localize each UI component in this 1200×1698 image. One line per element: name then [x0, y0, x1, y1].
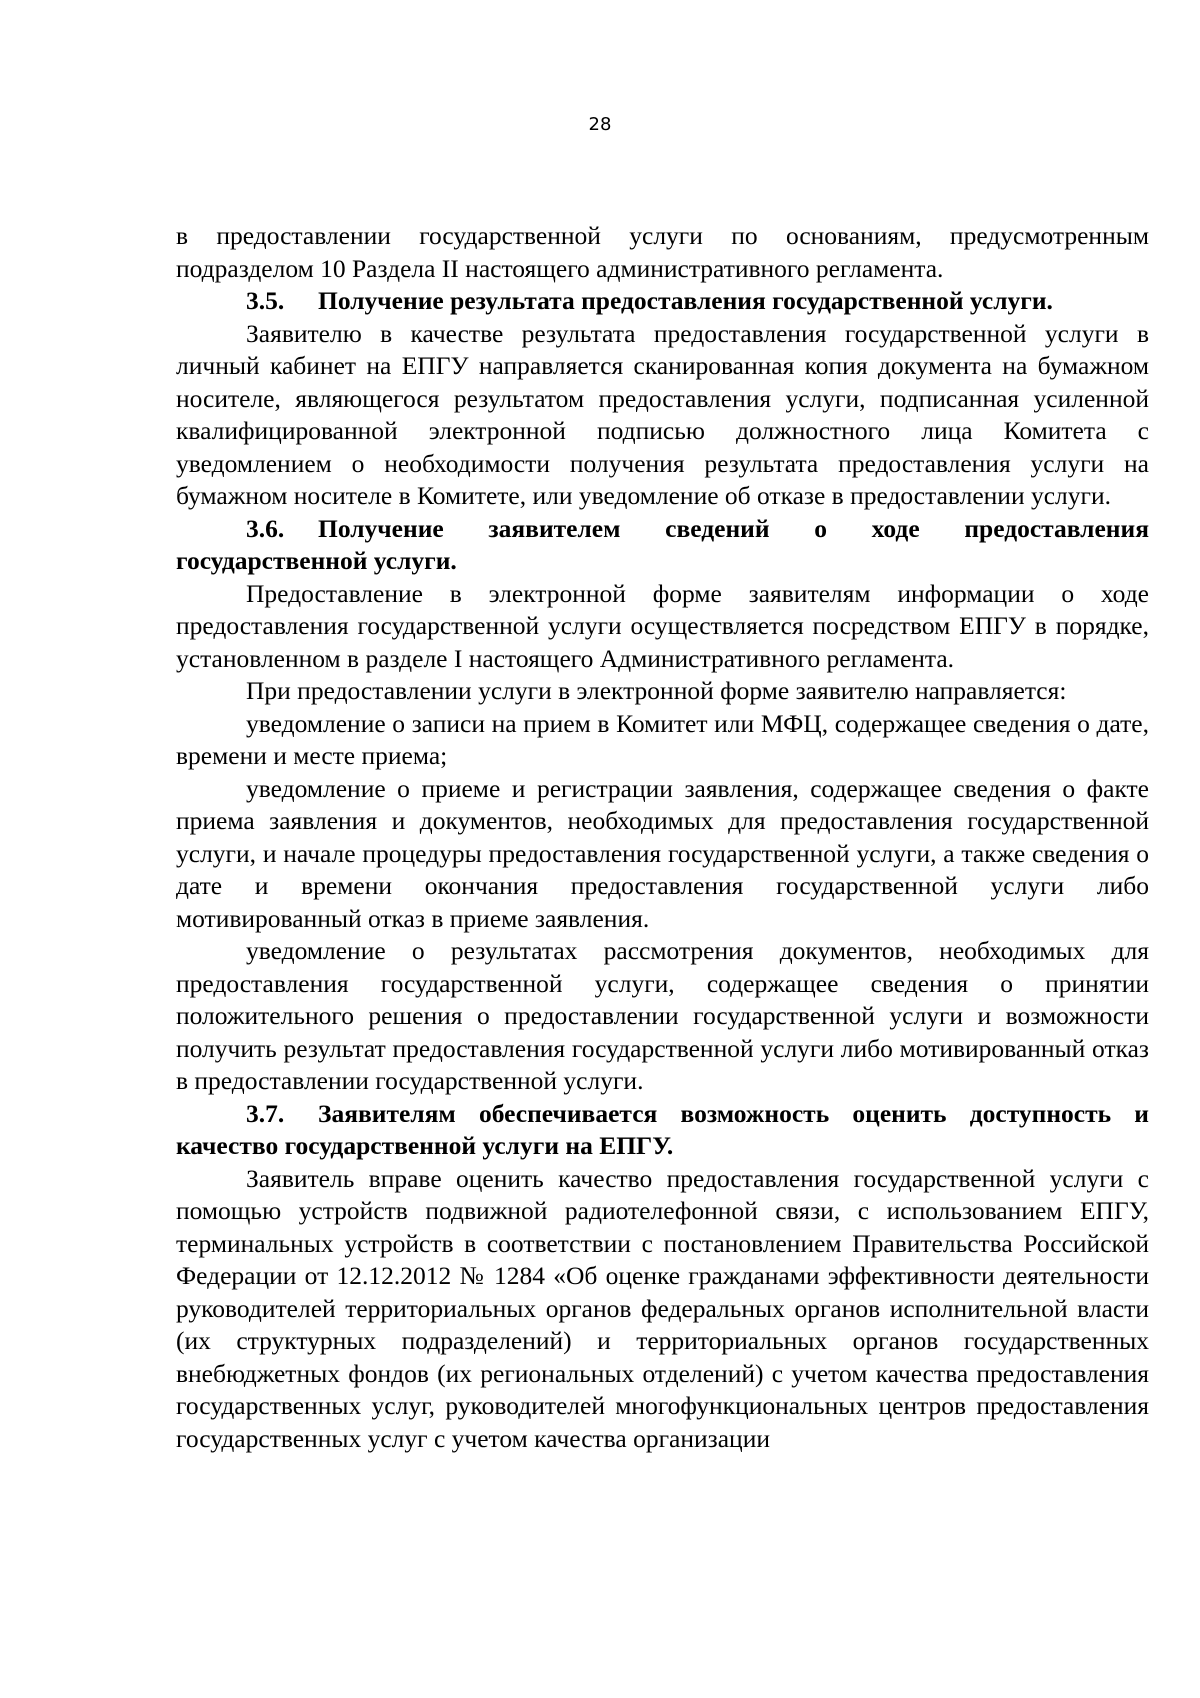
- section-heading-3-5: [176, 285, 1149, 318]
- paragraph: уведомление о приеме и регистрации заявления, содержащее сведения о факте приема заявления и документов, необходимых для предоставления государственной услуги, и начале процедуры предоставления государственной услуги, а также сведения о дате и времени окончания предоставления государственной услуги либо мотивированный отказ в приеме заявления.: [176, 773, 1149, 933]
- section-title: Заявителям обеспечивается возможность оценить доступность и качество государственной услуги на ЕПГУ.: [176, 1098, 1149, 1160]
- section-number: 3.5.: [246, 286, 285, 315]
- paragraph: уведомление о записи на прием в Комитет или МФЦ, содержащее сведения о дате, времени и месте приема;: [176, 708, 1149, 770]
- section-heading-3-7: [176, 1098, 1149, 1163]
- section-heading-3-6: [176, 513, 1149, 578]
- paragraph: уведомление о результатах рассмотрения документов, необходимых для предоставления государственной услуги, содержащее сведения о принятии положительного решения о предоставлении государственной услуги и возможности получить результат предоставления государственной услуги либо мотивированный отказ в предоставлении государственной услуги.: [176, 936, 1149, 1095]
- section-title: Получение заявителем сведений о ходе предоставления государственной услуги.: [176, 513, 1149, 575]
- paragraph: При предоставлении услуги в электронной форме заявителю направляется:: [246, 676, 1067, 705]
- paragraph: Предоставление в электронной форме заявителям информации о ходе предоставления государственной услуги осуществляется посредством ЕПГУ в порядке, установленном в разделе I настоящего Административного регламента.: [176, 578, 1149, 673]
- document-body: [176, 220, 1149, 1455]
- page-number: 28: [588, 114, 612, 135]
- section-number: 3.6.: [246, 513, 285, 543]
- section-title: Получение результата предоставления государственной услуги.: [318, 286, 1053, 315]
- section-number: 3.7.: [246, 1098, 285, 1128]
- paragraph: Заявителю в качестве результата предоставления государственной услуги в личный кабинет на ЕПГУ направляется сканированная копия документа на бумажном носителе, являющегося результатом предоставления услуги, подписанная усиленной квалифицированной электронной подписью должностного лица Комитета с уведомлением о необходимости получения результата предоставления услуги на бумажном носителе в Комитете, или уведомление об отказе в предоставлении услуги.: [176, 318, 1149, 510]
- paragraph: Заявитель вправе оценить качество предоставления государственной услуги с помощью устройств подвижной радиотелефонной связи, с использованием ЕПГУ, терминальных устройств в соответствии с постановлением Правительства Российской Федерации от 12.12.2012 № 1284 «Об оценке гражданами эффективности деятельности руководителей территориальных органов федеральных органов исполнительной власти (их структурных подразделений) и территориальных органов государственных внебюджетных фондов (их региональных отделений) с учетом качества предоставления государственных услуг, руководителей многофункциональных центров предоставления государственных услуг с учетом качества организации: [176, 1163, 1149, 1453]
- paragraph-continuation: в предоставлении государственной услуги по основаниям, предусмотренным подразделом 10 Раздела II настоящего административного регламента.: [176, 221, 1149, 283]
